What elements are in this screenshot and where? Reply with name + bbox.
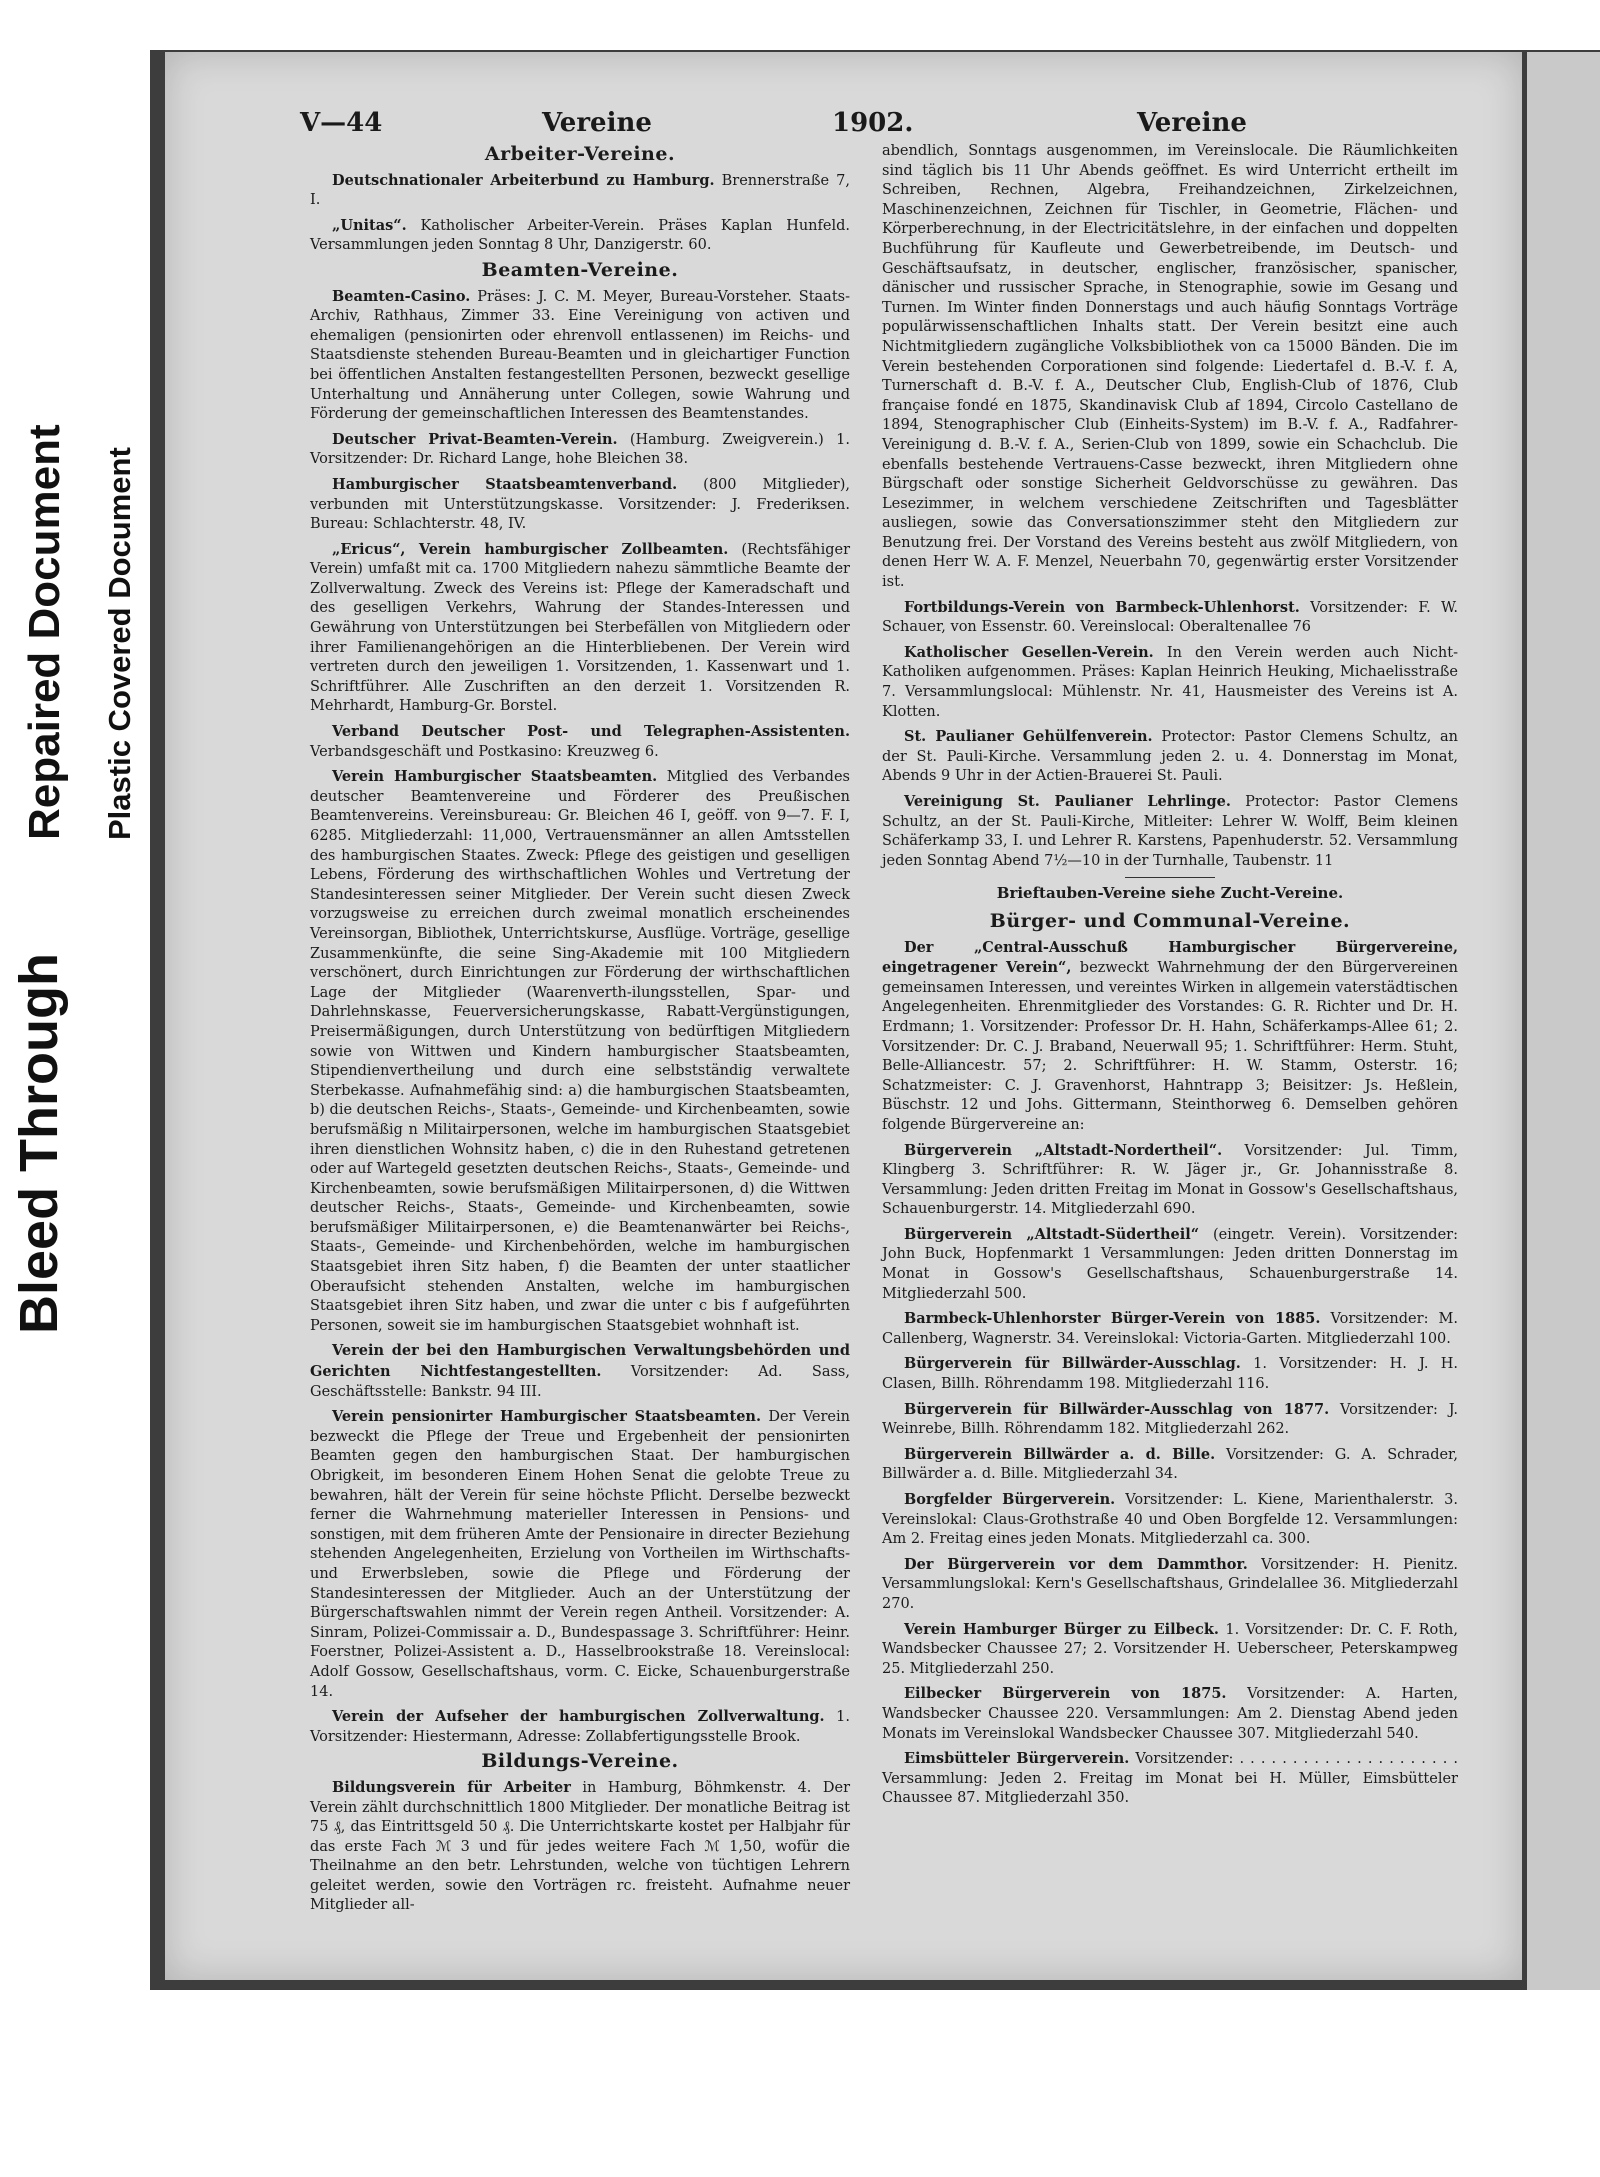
association-entry: Beamten-Casino. Präses: J. C. M. Meyer, Bureau-Vorsteher. Staats-Archiv, Rathhaus, Zimmer 33. Eine Vereinigung von activen und ehemaligen (pensionirten oder ehrenvoll entlassenen) im Reichs- und Staatsdienste stehenden Bureau-Beamten und in gleichartiger Function bei öffentlichen Anstalten festangestellten Personen, bezweckt gesellige Unterhaltung und Annäherung unter Collegen, sowie Wahrung und Förderung der gemeinschaftlichen Interessen des Beamtenstandes. — [310, 287, 850, 423]
association-name: Der „Central-Ausschuß Hamburgischer Bürgervereine, eingetragener Verein“, — [882, 938, 1458, 977]
left-column — [310, 142, 850, 1921]
association-entry: Borgfelder Bürgerverein. Vorsitzender: L. Kiene, Marienthalerstr. 3. Vereinslokal: Claus-Grothstraße 40 und Oben Borgfelde 12. Versammlungen: Am 2. Freitag eines jeden Monats. Mitgliederzahl ca. 300. — [882, 1491, 1458, 1548]
association-name: Bildungsverein für Arbeiter — [332, 1778, 571, 1796]
association-name: Verein Hamburger Bürger zu Eilbeck. — [904, 1620, 1219, 1638]
association-entry: Deutschnationaler Arbeiterbund zu Hamburg. Brennerstraße 7, I. — [310, 171, 850, 209]
association-name: Katholischer Gesellen-Verein. — [904, 643, 1154, 661]
section-divider — [1125, 877, 1215, 878]
association-entry: „Unitas“. Katholischer Arbeiter-Verein. Präses Kaplan Hunfeld. Versammlungen jeden Sonntag 8 Uhr, Danzigerstr. 60. — [310, 216, 850, 254]
adjacent-page-edge — [1527, 52, 1600, 1990]
association-name: Fortbildungs-Verein von Barmbeck-Uhlenhorst. — [904, 598, 1300, 616]
association-entry: Verein der Aufseher der hamburgischen Zollverwaltung. 1. Vorsitzender: Hiestermann, Adresse: Zollabfertigungsstelle Brook. — [310, 1708, 850, 1745]
association-entry: Verein pensionirter Hamburgischer Staatsbeamten. Der Verein bezweckt die Pflege der Treue und Ergebenheit der pensionirten Beamten gegen den hamburgischen Staat. Der hamburgischen Obrigkeit, im besonderen Einem Hohen Senat die gelobte Treue zu bewahren, hält der Verein für seine höchste Pflicht. Derselbe bezweckt ferner die Wahrnehmung materieller Interessen in Pensions- und sonstigen, mit dem früheren Amte der Pensionaire in directer Beziehung stehenden Angelegenheiten, Erzielung von Vortheilen im Wirthschafts- und Erwerbsleben, sowie die Pflege und Förderung der Standesinteressen der Mitglieder. Auch an der Unterstützung der Bürgerschaftswahlen nimmt der Verein regen Antheil. Vorsitzender: A. Sinram, Polizei-Commissair a. D., Bundespassage 3. Schriftführer: Heinr. Foerstner, Polizei-Assistent a. D., Hasselbrookstraße 18. Vereinslocal: Adolf Gossow, Gesellschaftshaus, vorm. C. Eicke, Schauenburgerstraße 14. — [310, 1408, 850, 1700]
header-left-title: Vereine — [542, 108, 652, 138]
annotation-sidebar — [0, 0, 150, 2177]
association-name: Bürgerverein für Billwärder-Ausschlag. — [904, 1355, 1241, 1373]
association-entry: Barmbeck-Uhlenhorster Bürger-Verein von 1885. Vorsitzender: M. Callenberg, Wagnerstr. 34. Vereinslokal: Victoria-Garten. Mitgliederzahl 100. — [882, 1310, 1458, 1347]
association-name: „Unitas“. — [332, 216, 407, 234]
association-name: Hamburgischer Staatsbeamtenverband. — [332, 475, 678, 493]
association-entry: Eimsbütteler Bürgerverein. Vorsitzender: . . . . . . . . . . . . . . . . . . . . . Versammlung: Jeden 2. Freitag im Monat bei H. Müller, Eimsbütteler Chaussee 87. Mitgliederzahl 350. — [882, 1750, 1459, 1807]
association-name: Borgfelder Bürgerverein. — [904, 1491, 1116, 1508]
association-entry: Bildungsverein für Arbeiter in Hamburg, Böhmkenstr. 4. Der Verein zählt durchschnittlich 1800 Mitglieder. Der monatliche Beitrag ist 75 ₰, das Eintrittsgeld 50 ₰. Die Unterrichtskarte kostet per Halbjahr für das erste Fach ℳ 3 und für jedes weitere Fach ℳ 1,50, wofür die Theilnahme an den betr. Lehrstunden, welche von tüchtigen Lehrern geleitet werden, sowie den Vorträgen rc. freisteht. Aufnahme neuer Mitglieder all- — [310, 1778, 851, 1914]
association-entry: Verein Hamburgischer Staatsbeamten. Mitglied des Verbandes deutscher Beamtenvereine und Förderer des Preußischen Beamtenvereins. Vereinsbureau: Gr. Bleichen 46 I, geöff. von 9—7. F. I, 6285. Mitgliederzahl: 11,000, Vertrauensmänner an allen Amtsstellen des hamburgischen Staates. Zweck: Pflege des geistigen und geselligen Lebens, Förderung des wirthschaftlichen Wohles und Vertretung der Standesinteressen seiner Mitglieder. Der Verein sucht diesen Zweck vorzugsweise zu erreichen durch zweimal monatlich erscheinendes Vereinsorgan, Bibliothek, Unterrichtskurse, Ausflüge. Vorträge, gesellige Zusammenkünfte, die seine Sing-Akademie mit 100 Mitgliedern verschönert, durch Einrichtungen zur Förderung der wirthschaftlichen Lage der Mitglieder (Waarenverth-ilungsstellen, Spar- und Dahrlehnskasse, Feuerversicherungskasse, Rabatt-Vergünstigungen, Preisermäßigungen, durch Unterstützung von bedürftigen Mitgliedern sowie von Wittwen und Kindern hamburgischer Staatsbeamten, Stipendienvertheilung und durch eine selbstständig verwaltete Sterbekasse. Aufnahmefähig sind: a) die hamburgischen Staatsbeamten, b) die deutschen Reichs-, Staats-, Gemeinde- und Kirchenbeamten, sowie berufsmäßig n Militairpersonen, welche im hamburgischen Staatsgebiet ihren dienstlichen Wohnsitz haben, c) die in den Ruhestand getretenen oder auf Wartegeld gesetzten deutschen Reichs-, Staats-, Gemeinde- und Kirchenbeamten, sowie berufsmäßigen Militairpersonen, d) die Wittwen deutscher Reichs-, Staats-, Gemeinde- und Kirchenbeamten, sowie berufsmäßiger Militairpersonen, e) die Beamtenanwärter bei Reichs-, Staats-, Gemeinde- und Kirchenbehörden, welche im hamburgischen Staatsgebiet ihren Sitz haben, f) die Beamten der unter staatlicher Oberaufsicht stehenden Anstalten, welche im hamburgischen Staatsgebiet ihren Sitz haben, und zwar die unter c bis f aufgeführten Personen, soweit sie im hamburgischen Staatsgebiet wohnhaft ist. — [310, 768, 850, 1334]
continued-entry-text: abendlich, Sonntags ausgenommen, im Vereinslocale. Die Räumlichkeiten sind täglich bis 11 Uhr Abends geöffnet. Es wird Unterricht ertheilt im Schreiben, Rechnen, Algebra, Freihandzeichnen, Zirkelzeichnen, Maschinenzeichnen, Zeichnen für Tischler, in Geometrie, Flächen- und Körperberechnung, in der Electricitätslehre, in der einfachen und doppelten Buchführung für Kaufleute und Gewerbetreibende, im Deutsch- und Geschäftsaufsatz, in deutscher, englischer, französischer, spanischer, dänischer und russischer Sprache, in Stenographie, sowie im Gesang und Turnen. Im Winter finden Donnerstags und auch häufig Sonntags Vorträge populärwissenschaftlichen Inhalts statt. Der Verein besitzt eine auch Nichtmitgliedern zugängliche Volksbibliothek von ca 15000 Bänden. Die im Verein bestehenden Corporationen sind folgende: Liedertafel d. B.-V. f. A, Turnerschaft d. B.-V. f. A., Deutscher Club, English-Club of 1876, Club française fondé en 1875, Skandinavisk Club af 1894, Circolo Castellano de 1894, Stenographischer Club (Einheits-System) im B.-V. f. A., Radfahrer-Vereinigung d. B.-V. f. A., Serien-Club von 1899, sowie ein Schachclub. Die ebenfalls bestehende Vertrauens-Casse bezweckt, ihren Mitgliedern ohne Bürgschaft oder sonstige Sicherheit Geldvorschüsse zu gewähren. Das Lesezimmer, in welchem verschiedene Zeitschriften und Tagesblätter ausliegen, sowie das Conversationszimmer steht den Mitgliedern zur Benutzung frei. Der Vorstand des Vereins besteht aus zwölf Mitgliedern, von denen Herr W. A. F. Menzel, Neuerbahn 70, gegenwärtig erster Vorsitzender ist. — [882, 143, 1458, 591]
association-name: Eimsbütteler Bürgerverein. — [904, 1750, 1130, 1768]
association-entry: Bürgerverein Billwärder a. d. Bille. Vorsitzender: G. A. Schrader, Billwärder a. d. Bille. Mitgliederzahl 34. — [882, 1445, 1459, 1483]
association-entry: „Ericus“, Verein hamburgischer Zollbeamten. (Rechtsfähiger Verein) umfaßt mit ca. 1700 Mitgliedern nahezu sämmtliche Beamte der Zollverwaltung. Zweck des Vereins ist: Pflege der Kameradschaft und des geselligen Verkehrs, Wahrung der Standes-Interessen und Gewährung von Unterstützungen bei Sterbefällen von Mitgliedern oder ihrer Familienangehörigen an die Hinterbliebenen. Der Verein wird vertreten durch den jeweiligen 1. Vorsitzenden, 1. Kassenwart und 1. Schriftführer. Alle Zuschriften an den derzeit 1. Vorsitzenden R. Mehrhardt, Hamburg-Gr. Borstel. — [310, 540, 850, 715]
association-name: Bürgerverein „Altstadt-Südertheil“ — [904, 1225, 1200, 1243]
association-entry: Bürgerverein „Altstadt-Südertheil“ (eingetr. Verein). Vorsitzender: John Buck, Hopfenmarkt 1 Versammlungen: Jeden dritten Donnerstag im Monat in Gossow's Gesellschaftshaus, Schauenburgerstraße 14. Mitgliederzahl 500. — [882, 1225, 1458, 1302]
association-entry: Der Bürgerverein vor dem Dammthor. Vorsitzender: H. Pienitz. Versammlungslokal: Kern's Gesellschaftshaus, Grindelallee 36. Mitgliederzahl 270. — [882, 1555, 1459, 1612]
page-number: V—44 — [300, 108, 383, 138]
association-name: St. Paulianer Gehülfenverein. — [904, 728, 1153, 746]
association-name: Deutschnationaler Arbeiterbund zu Hamburg. — [332, 171, 715, 189]
section-heading: Arbeiter-Vereine. — [484, 143, 676, 165]
association-name: Verein der bei den Hamburgischen Verwaltungsbehörden und Gerichten Nichtfestangestellten. — [310, 1342, 850, 1381]
repaired-document-label: Repaired Document — [20, 424, 69, 840]
association-name: „Ericus“, Verein hamburgischer Zollbeamten. — [332, 540, 729, 558]
association-name: Bürgerverein „Altstadt-Nordertheil“. — [904, 1141, 1223, 1159]
page-margin-bottom — [150, 1990, 1600, 2177]
association-name: Vereinigung St. Paulianer Lehrlinge. — [904, 793, 1231, 810]
association-entry: Eilbecker Bürgerverein von 1875. Vorsitzender: A. Harten, Wandsbecker Chaussee 220. Versammlungen: Am 2. Dienstag Abend jeden Monats im Vereinslokal Wandsbecker Chaussee 307. Mitgliederzahl 540. — [882, 1685, 1458, 1742]
association-entry: Deutscher Privat-Beamten-Verein. (Hamburg. Zweigverein.) 1. Vorsitzender: Dr. Richard Lange, hohe Bleichen 38. — [310, 430, 850, 468]
association-entry: Bürgerverein für Billwärder-Ausschlag von 1877. Vorsitzender: J. Weinrebe, Billh. Röhrendamm 182. Mitgliederzahl 262. — [882, 1400, 1459, 1438]
association-name: Bürgerverein für Billwärder-Ausschlag von 1877. — [904, 1400, 1330, 1418]
association-entry: St. Paulianer Gehülfenverein. Protector: Pastor Clemens Schultz, an der St. Pauli-Kirche. Versammlung jeden 2. u. 4. Donnerstag im Monat, Abends 9 Uhr in der Actien-Brauerei St. Pauli. — [882, 728, 1458, 785]
association-name: Deutscher Privat-Beamten-Verein. — [332, 430, 618, 448]
association-name: Verband Deutscher Post- und Telegraphen-Assistenten. — [332, 723, 850, 741]
association-name: Barmbeck-Uhlenhorster Bürger-Verein von 1885. — [904, 1310, 1321, 1328]
page-header — [292, 108, 1247, 142]
association-name: Beamten-Casino. — [332, 287, 471, 305]
association-entry: Der „Central-Ausschuß Hamburgischer Bürgervereine, eingetragener Verein“, bezweckt Wahrnehmung der den Bürgervereinen gemeinsamen Interessen, und vereintes Wirken in allgemein vaterstädtischen Angelegenheiten. Ehrenmitglieder des Vorstandes: G. R. Richter und Dr. H. Erdmann; 1. Vorsitzender: Professor Dr. H. Hahn, Schäferkamps-Allee 61; 2. Vorsitzender: Dr. C. J. Braband, Neuerwall 95; 1. Schriftführer: Herm. Stuht, Belle-Alliancestr. 57; 2. Schriftführer: H. W. Stamm, Osterstr. 16; Schatzmeister: C. J. Gravenhorst, Hahntrapp 3; Beisitzer: Js. Heßlein, Büschstr. 12 und Johs. Gittermann, Steinthorweg 6. Demselben gehören folgende Bürgervereine an: — [882, 938, 1458, 1133]
association-name: Verein der Aufseher der hamburgischen Zollverwaltung. — [332, 1708, 825, 1726]
association-name: Der Bürgerverein vor dem Dammthor. — [904, 1555, 1248, 1573]
plastic-covered-label: Plastic Covered Document — [102, 447, 137, 840]
cross-reference: Brieftauben-Vereine siehe Zucht-Vereine. — [996, 884, 1344, 903]
association-entry: Hamburgischer Staatsbeamtenverband. (800 Mitglieder), verbunden mit Unterstützungskasse. Vorsitzender: J. Frederiksen. Bureau: Schlachterstr. 48, IV. — [310, 475, 851, 533]
association-entry: Verein der bei den Hamburgischen Verwaltungsbehörden und Gerichten Nichtfestangestellten. Vorsitzender: Ad. Sass, Geschäftsstelle: Bankstr. 94 III. — [310, 1342, 850, 1400]
header-right-title: Vereine — [1137, 108, 1247, 138]
right-column — [882, 142, 1458, 1814]
association-entry: Vereinigung St. Paulianer Lehrlinge. Protector: Pastor Clemens Schultz, an der St. Pauli-Kirche, Mitleiter: Lehrer W. Wolff, Beim kleinen Schäferkamp 33, I. und Lehrer R. Karstens, Papenhuderstr. 52. Versammlung jeden Sonntag Abend 7½—10 in der Turnhalle, Taubenstr. 11 — [882, 793, 1459, 869]
association-name: Verein pensionirter Hamburgischer Staatsbeamten. — [332, 1408, 762, 1426]
association-entry: Bürgerverein für Billwärder-Ausschlag. 1. Vorsitzender: H. J. H. Clasen, Billh. Röhrendamm 198. Mitgliederzahl 116. — [882, 1355, 1459, 1393]
header-year: 1902. — [832, 108, 914, 138]
association-name: Verein Hamburgischer Staatsbeamten. — [332, 768, 658, 786]
section-heading: Beamten-Vereine. — [481, 258, 679, 281]
association-entry: Verein Hamburger Bürger zu Eilbeck. 1. Vorsitzender: Dr. C. F. Roth, Wandsbecker Chaussee 27; 2. Vorsitzender H. Ueberscheer, Peterskampweg 25. Mitgliederzahl 250. — [882, 1620, 1458, 1677]
association-name: Bürgerverein Billwärder a. d. Bille. — [904, 1445, 1216, 1463]
bleed-through-label: Bleed Through — [9, 953, 69, 1334]
association-entry: Fortbildungs-Verein von Barmbeck-Uhlenhorst. Vorsitzender: F. W. Schauer, von Essenstr. 60. Vereinslocal: Oberaltenallee 76 — [882, 598, 1458, 636]
association-name: Eilbecker Bürgerverein von 1875. — [904, 1685, 1227, 1703]
association-entry: Katholischer Gesellen-Verein. In den Verein werden auch Nicht-Katholiken aufgenommen. Präses: Kaplan Heinrich Heuking, Michaelisstraße 7. Versammlungslocal: Mühlenstr. Nr. 41, Hausmeister des Vereins ist A. Klotten. — [882, 643, 1458, 720]
section-heading: Bürger- und Communal-Vereine. — [989, 909, 1351, 932]
association-entry: Bürgerverein „Altstadt-Nordertheil“. Vorsitzender: Jul. Timm, Klingberg 3. Schriftführer: R. W. Jäger jr., Gr. Johannisstraße 8. Versammlung: Jeden dritten Freitag im Monat in Gossow's Gesellschaftshaus, Schauenburgerstr. 14. Mitgliederzahl 690. — [882, 1141, 1458, 1218]
association-entry: Verband Deutscher Post- und Telegraphen-Assistenten. Verbandsgeschäft und Postkasino: Kreuzweg 6. — [310, 723, 850, 760]
section-heading: Bildungs-Vereine. — [481, 1750, 679, 1773]
